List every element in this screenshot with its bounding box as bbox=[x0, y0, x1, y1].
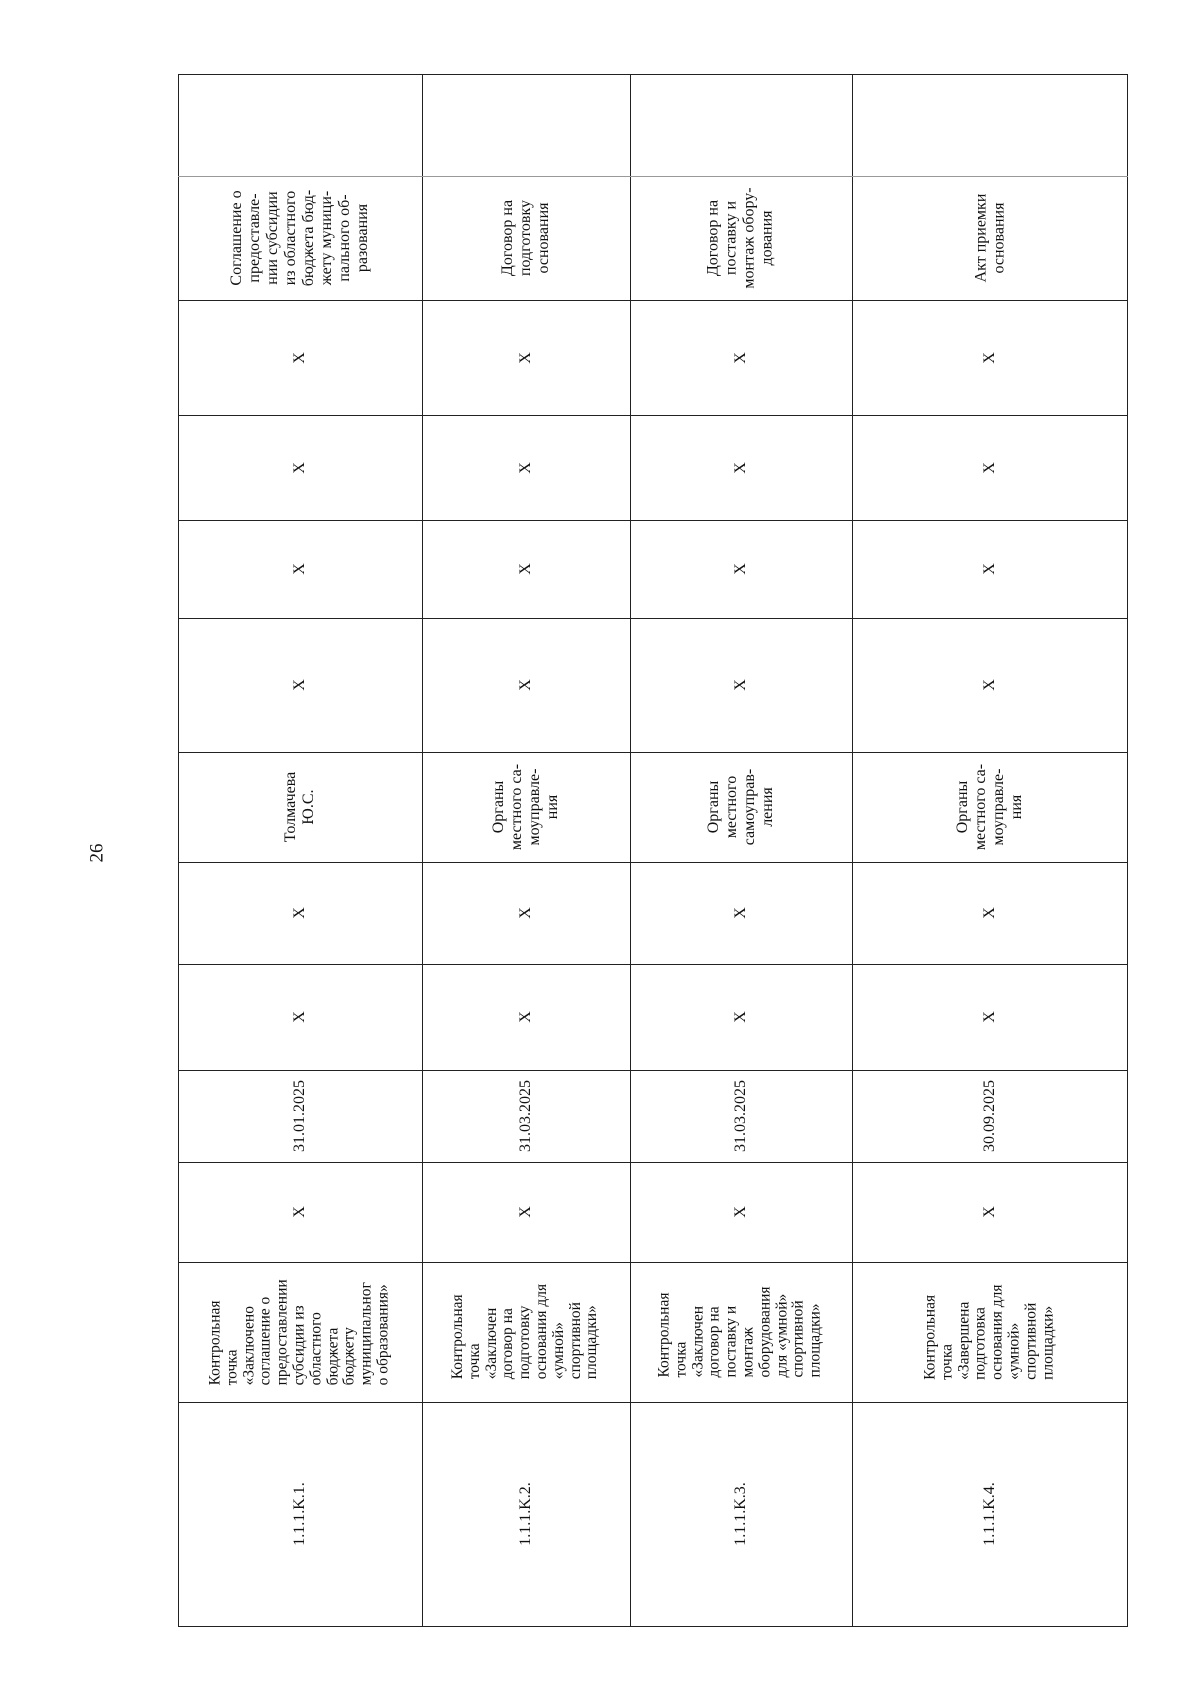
row-4-col-x2-text: X bbox=[981, 1011, 998, 1023]
row-4-document-cell bbox=[854, 178, 1126, 298]
row-1-col-x1-text: X bbox=[291, 1206, 308, 1218]
table-horizontal-rule bbox=[178, 618, 1128, 619]
row-3-col-x2-cell bbox=[632, 966, 850, 1068]
row-1-col-x2-cell bbox=[180, 966, 420, 1068]
row-4-col-x4-cell bbox=[854, 620, 1126, 750]
row-4-id-cell bbox=[854, 1404, 1126, 1624]
row-2-date-cell bbox=[424, 1072, 628, 1160]
row-2-name-cell bbox=[424, 1264, 628, 1400]
row-3-name-text: Контрольная точка «Заключен договор на поставку и монтаж оборудования для «умной» спортивной площадки» bbox=[656, 1286, 825, 1378]
page-number-text: 26 bbox=[86, 843, 107, 863]
table-horizontal-rule bbox=[178, 1626, 1128, 1627]
row-3-col-x2-text: X bbox=[732, 1011, 749, 1023]
row-2-name-text: Контрольная точка «Заключен договор на подготовку основания для «умной» спортивной площадки» bbox=[449, 1284, 601, 1380]
row-1-name-cell bbox=[180, 1264, 420, 1400]
row-3-col-x3-text: X bbox=[732, 907, 749, 919]
page-number bbox=[82, 838, 112, 868]
row-2-id-cell bbox=[424, 1404, 628, 1624]
table-vertical-rule bbox=[178, 74, 179, 1626]
row-1-col-x7-cell bbox=[180, 302, 420, 413]
table-horizontal-rule bbox=[178, 415, 1128, 416]
row-4-id-text: 1.1.1.K.4. bbox=[981, 1482, 998, 1546]
row-1-col-x4-text: X bbox=[291, 679, 308, 691]
row-2-col-x6-cell bbox=[424, 417, 628, 518]
row-4-col-x6-text: X bbox=[981, 461, 998, 474]
row-2-date-text: 31.03.2025 bbox=[517, 1080, 534, 1152]
row-1-document-text: Соглашение о предоставле- нии субсидии из областного бюджета бюд- жету муници- пального об- разования bbox=[228, 189, 371, 287]
row-3-responsible-text: Органы местного самоуправ- ления bbox=[705, 768, 776, 846]
row-2-col-x3-cell bbox=[424, 864, 628, 962]
row-3-id-text: 1.1.1.K.3. bbox=[732, 1482, 749, 1546]
row-3-col-x7-cell bbox=[632, 302, 850, 413]
row-1-document-cell bbox=[180, 178, 420, 298]
control-points-table bbox=[178, 74, 1128, 1626]
table-horizontal-rule bbox=[178, 1162, 1128, 1163]
table-horizontal-rule bbox=[178, 862, 1128, 863]
row-1-col-x3-text: X bbox=[291, 907, 308, 919]
row-2-col-x7-cell bbox=[424, 302, 628, 413]
row-2-id-text: 1.1.1.K.2. bbox=[517, 1482, 534, 1546]
row-4-col-x6-cell bbox=[854, 417, 1126, 518]
row-1-col-x5-cell bbox=[180, 522, 420, 616]
row-1-id-cell bbox=[180, 1404, 420, 1624]
row-3-col-x1-text: X bbox=[732, 1206, 749, 1218]
row-2-responsible-cell bbox=[424, 754, 628, 860]
table-horizontal-rule bbox=[178, 752, 1128, 753]
row-2-document-cell bbox=[424, 178, 628, 298]
row-1-col-x3-cell bbox=[180, 864, 420, 962]
row-3-responsible-cell bbox=[632, 754, 850, 860]
row-4-col-x3-cell bbox=[854, 864, 1126, 962]
row-2-col-x3-text: X bbox=[517, 907, 534, 919]
row-4-name-cell bbox=[854, 1264, 1126, 1400]
row-2-col-x7-text: X bbox=[517, 351, 534, 364]
row-1-id-text: 1.1.1.K.1. bbox=[291, 1482, 308, 1546]
row-3-col-x7-text: X bbox=[732, 351, 749, 364]
row-4-col-x7-text: X bbox=[981, 351, 998, 364]
row-4-col-x5-cell bbox=[854, 522, 1126, 616]
row-1-col-x1-cell bbox=[180, 1164, 420, 1260]
row-1-col-x6-text: X bbox=[291, 461, 308, 474]
table-horizontal-rule bbox=[178, 74, 1128, 75]
row-3-col-x4-cell bbox=[632, 620, 850, 750]
row-2-col-x5-cell bbox=[424, 522, 628, 616]
row-3-name-cell bbox=[632, 1264, 850, 1400]
row-1-col-x4-cell bbox=[180, 620, 420, 750]
row-1-responsible-cell bbox=[180, 754, 420, 860]
table-horizontal-rule bbox=[178, 964, 1128, 965]
row-2-col-x4-cell bbox=[424, 620, 628, 750]
row-1-col-x2-text: X bbox=[291, 1011, 308, 1023]
row-2-col-x5-text: X bbox=[517, 563, 534, 575]
row-3-date-text: 31.03.2025 bbox=[732, 1080, 749, 1152]
row-1-name-text: Контрольная точка «Заключено соглашение о предоставлении субсидии из областного бюджета бюджету муниципальног о образования» bbox=[206, 1278, 392, 1386]
row-3-notes-cell bbox=[632, 76, 850, 174]
row-2-col-x2-text: X bbox=[517, 1011, 534, 1023]
row-3-document-text: Договор на поставку и монтаж обору- дования bbox=[704, 187, 776, 289]
row-2-col-x1-cell bbox=[424, 1164, 628, 1260]
table-horizontal-rule bbox=[178, 1262, 1128, 1263]
table-horizontal-rule bbox=[178, 1070, 1128, 1071]
row-4-col-x2-cell bbox=[854, 966, 1126, 1068]
row-4-col-x1-text: X bbox=[981, 1206, 998, 1218]
row-4-responsible-cell bbox=[854, 754, 1126, 860]
row-4-notes-cell bbox=[854, 76, 1126, 174]
row-2-notes-cell bbox=[424, 76, 628, 174]
row-1-col-x5-text: X bbox=[291, 563, 308, 575]
row-4-date-cell bbox=[854, 1072, 1126, 1160]
row-4-document-text: Акт приемки основания bbox=[971, 193, 1007, 283]
table-vertical-rule bbox=[630, 74, 631, 1626]
row-2-col-x1-text: X bbox=[517, 1206, 534, 1218]
table-horizontal-rule bbox=[178, 1402, 1128, 1403]
row-4-date-text: 30.09.2025 bbox=[981, 1080, 998, 1152]
row-4-col-x3-text: X bbox=[981, 907, 998, 919]
row-4-col-x5-text: X bbox=[981, 563, 998, 575]
row-1-col-x6-cell bbox=[180, 417, 420, 518]
table-vertical-rule bbox=[1127, 74, 1128, 1626]
row-3-id-cell bbox=[632, 1404, 850, 1624]
row-2-responsible-text: Органы местного са- моуправле- ния bbox=[489, 763, 561, 851]
row-3-col-x1-cell bbox=[632, 1164, 850, 1260]
row-4-col-x7-cell bbox=[854, 302, 1126, 413]
row-4-col-x1-cell bbox=[854, 1164, 1126, 1260]
row-3-date-cell bbox=[632, 1072, 850, 1160]
row-1-responsible-text: Толмачева Ю.С. bbox=[281, 771, 317, 843]
row-3-col-x4-text: X bbox=[732, 679, 749, 691]
row-1-notes-cell bbox=[180, 76, 420, 174]
row-4-name-text: Контрольная точка «Завершена подготовка основания для «умной» спортивной площадки» bbox=[921, 1284, 1057, 1380]
row-1-date-cell bbox=[180, 1072, 420, 1160]
table-horizontal-rule bbox=[178, 300, 1128, 301]
row-3-col-x5-cell bbox=[632, 522, 850, 616]
table-vertical-rule bbox=[422, 74, 423, 1626]
row-4-col-x4-text: X bbox=[981, 679, 998, 691]
row-3-document-cell bbox=[632, 178, 850, 298]
row-3-col-x5-text: X bbox=[732, 563, 749, 575]
row-2-col-x2-cell bbox=[424, 966, 628, 1068]
row-2-document-text: Договор на подготовку основания bbox=[499, 199, 552, 277]
row-3-col-x6-text: X bbox=[732, 461, 749, 474]
row-3-col-x3-cell bbox=[632, 864, 850, 962]
row-4-responsible-text: Органы местного са- моуправле- ния bbox=[953, 763, 1025, 851]
table-horizontal-rule bbox=[178, 520, 1128, 521]
row-1-col-x7-text: X bbox=[291, 351, 308, 364]
row-1-date-text: 31.01.2025 bbox=[291, 1080, 308, 1152]
table-horizontal-rule bbox=[178, 176, 1128, 177]
row-2-col-x4-text: X bbox=[517, 679, 534, 691]
row-3-col-x6-cell bbox=[632, 417, 850, 518]
row-2-col-x6-text: X bbox=[517, 461, 534, 474]
table-vertical-rule bbox=[852, 74, 853, 1626]
